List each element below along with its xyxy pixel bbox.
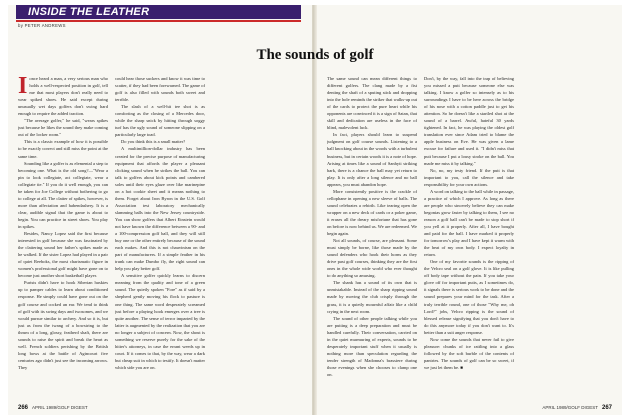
- footer-left: [18, 405, 88, 411]
- column-4: [424, 75, 514, 400]
- section-header-bar: [16, 5, 301, 19]
- column-3a: [212, 75, 302, 400]
- paragraph: Sounding like a golfer is as elemental a step to becoming one. What is the old song?—"Wear a pin to look collegiate, act collegiate, wear a collegiate tie." If you do it well enough, you can be taken for Joe College without bothering to go to college at all. The clatter of spikes, however, is more than affectation and habendashery. It is a clear, audible signal that the game is about to begin. You can practice in street shoes. You play in spikes.: [18, 160, 108, 229]
- paragraph: A word on talking to the ball while in passage, a practice of which I approve. As long as there are people who sincerely believe they can make begonias grow faster by talking to them, I see no reason a golf ball can't be made to stop short if you yell at it properly. After all, I have bought and paid for the ball. I have marked it properly for tomorrow's play and I have kept it warm with the heat of my own body. I expect loyalty in return.: [424, 188, 514, 258]
- paragraph: could hear those suckers and know it was time to scatter, if they had been forewarned. The game of golf is also filled with sounds both sweet and terrible.: [115, 76, 205, 103]
- paragraph: In fact, players should learn to suspend judgment on golf course sounds. Listening to a ball knocking about in the woods with a turbulent business, but in certain woods it is a note of hope. Arising at times like a sound of Sanhyti striking bark, there is a chance the ball may yet return to play. It is only after a long silence and no ball appears, you must abandon hope.: [327, 132, 417, 187]
- paragraph: The shank has a sound of its own that is unmistakable. Instead of the sharp ripping sound made by moving the club crisply through the grass, it is a quietly mournful affair like a child crying in the next room.: [327, 280, 417, 314]
- paragraph: Purists didn't have to hook Siberian huskies up to pamper cables to learn about conditioned response. He simply could have gone out on the golf course and cocked an ear. We tend to think of golf with its swing days and twosomes, and we would pursue similar to archery. And so it is, but just as from the twang of a bowstring to the thrum of a long, glossy, featherd shaft, there are sounds to raise the spirit and break the heart as well. French soldiers perishing by the British long bows at the battle of Agincourt five centuries ago didn't just see the incoming arrows. They: [18, 280, 108, 370]
- paragraph: No, no, my testy friend. If the putt is that important to you, call the silence and take responsibility for your own actions.: [424, 167, 514, 187]
- headline: The sounds of golf: [256, 47, 374, 63]
- paragraph: The same sound can mean different things to different golfers. The clang made by a fist denting the shaft of a sputing stick and dropping into the hole reminds the striker that walks-up out of the cards to protect the pure heart while his opponents are convinced it is a sign of Satan, that skill and dedication are useless in the face of blind, malevolent luck.: [327, 76, 417, 131]
- column-1: [18, 75, 108, 400]
- right-page: [317, 5, 622, 415]
- left-page: [8, 5, 313, 415]
- paragraph: One of my favorite sounds is the ripping of the Velcro seal on a golf glove. It is like pulling off body tape without the pain. If you take your glove off for important putts, as I sometimes do, it signals there is serious work to be done and the sound prepares your mind for the task. After a truly terrible round, one of those "Why me, oh Lord?" jobs, Velcro ripping is the sound of blessed release signifying that you don't have to do this anymore today if you don't want to. It's better than a suit anger response.: [424, 259, 514, 335]
- paragraph: "The average golfer," he said, "wears spikes just because he likes the sound they make coming out of the locker room.": [18, 118, 108, 138]
- paragraph: Besides, Nancy Lopez said the first because interested in golf because she was fascinated by the clattering sound her father's spikes made as he walked. If the sister Lopez had played in a pair of quiet Reeboks, the most charismatic figure in women's professional golf might have gone on to become just another short basketball player.: [18, 231, 108, 279]
- paragraph: The sound of other people talking while you are putting is a deep preparation and must be handled carefully. Their conversation, carried on in the quiet murmuring of experts, sounds to be desperately important stuff when it usually is nothing more than speculation regarding the tender strength of Madonna's brassiere during those evenings when she chooses to clamp one on.: [327, 315, 417, 377]
- column-2: [115, 75, 205, 400]
- header-rule: [16, 20, 301, 22]
- footer-text: APRIL 1989/GOLF DIGEST: [542, 405, 598, 410]
- section-header: INSIDE THE LEATHER: [28, 6, 150, 18]
- paragraph: Do you think this is a small matter?: [121, 139, 186, 145]
- gutter: [313, 5, 317, 415]
- paragraph: The slash of a well-hit tee shot is as comforting as the closing of a Mercedes door, while the sharp snick by hitting through soggy turf has the ugly sound of someone slipping on a particularly large toad.: [115, 104, 205, 138]
- paragraph: Don't, by the way, fall into the trap of believing you missed a putt because someone else was talking. I know a golfer so intensely as to his surroundings I have to be here across the bridge of his nose with a cotton paddle just to get his attention. So he doesn't like a startled shot at the sound of a barrel. Awful, hateful 30 yards tightened. In fact, he was playing the oldest golf translation ever since Adam tried to blame the apple business on Eve. He was given a lame excuse for failure and used it. "I didn't miss that putt because I put a lousy stroke on the ball. You made me miss it by talking.": [424, 76, 514, 166]
- paragraph: This is a classic example of how it is possible to be exactly correct and still miss the point at the same time.: [18, 139, 108, 159]
- byline: by PETER ANDREWS: [18, 23, 66, 28]
- paragraph: More consistently positive is the crackle of cellophane in opening a new sleeve of balls. The sound celebrates a rebirth. Like tearing open the wrapper on a new deck of cards or a poker game, it erases all the dreary misfortune that has gone on before is now behind us. We are redeemed. We begin again.: [327, 188, 417, 237]
- paragraph: once heard a man, a very serious man who holds a well-respected position in golf, tell me that most players don't really need to wear spiked shoes. He said except during unusually wet days golfers don't swing hard enough to require the added traction.: [18, 76, 108, 117]
- dropcap: I: [18, 75, 28, 99]
- footer-text: APRIL 1989/GOLF DIGEST: [32, 405, 88, 410]
- paragraph: A multimillion-dollar industry has been created for the precise purpose of manufacturing equipment that affords the player a pleasant clicking sound when he strikes the ball. You can talk to golfers about kick points and cambered soles until their eyes glaze over like marinepine on a hot cookie sheet and it means nothing to them. Forget about Iron Byron in the U.S. Golf Association test laboratory mechanically slamming balls into the New Jersey countryside. You can show golfers that Albert Einstein would not have known the difference between a 90- and a 100-compression golf ball, and they will still buy one or the other entirely because of the sound each makes. And this is not chauvinism on the part of manufacturers. If a simple feather in his trunk can make Dumbo fly, the right sound can help you play better golf.: [115, 146, 205, 272]
- paragraph: Now come the sounds that never fail to give pleasure: chunks of ice rattling into a glass followed by the soft burble of the contents of pantries. The sounds of golf can be so sweet, if we just let them be. ■: [424, 336, 514, 370]
- paragraph: A sensitive golfer quickly learns to discern meaning from the quality and tone of a green sound. The quietly spoken "Fore" as if said by a shepherd gently moving his flock to pasture is one thing. The same word desperately screamed just before a playing hook emerges over a tree is quite another. The sense of terror imparted by the latter is augmented by the realization that you are no longer a subject of concern. Now, the shout is something we reserve purely for the sake of the hitter's attorneys, in case the errant weeds up in court. If it comes to that, by the way, wear a dark but cheap suit in which to testify. It doesn't matter which side you are on.: [115, 273, 205, 370]
- footer-right: [542, 405, 612, 411]
- column-3: [327, 75, 417, 400]
- magazine-spread: [8, 5, 622, 415]
- page-number: 266: [18, 405, 29, 411]
- page-number: 267: [601, 405, 612, 411]
- paragraph: Not all sounds, of course, are pleasant. Some must simply be borne, like those made by the sound defenders who hook their horns as they drive past golf courses, thinking they are the first ones in the whole wide world who ever thought to do anything so amusing.: [327, 238, 417, 279]
- headline-block: [16, 47, 614, 64]
